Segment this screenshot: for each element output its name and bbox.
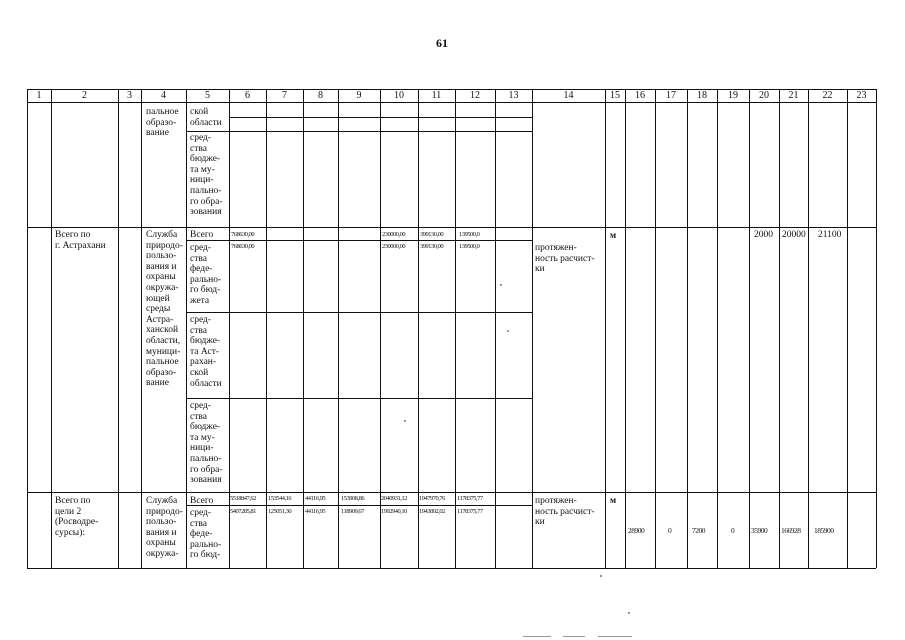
cell-total-c11: 399130,00 (420, 231, 444, 238)
column-border (749, 89, 750, 568)
subrow-separator (186, 131, 532, 132)
funding-source-text: го бюд- (190, 550, 221, 561)
funding-source-text: ства (190, 143, 207, 154)
responsible-org-text: Служба (146, 496, 178, 506)
subrow-separator (186, 398, 532, 399)
scan-mark (563, 636, 585, 637)
column-header-16: 16 (635, 90, 645, 101)
cell-federal-c11: 1943892,02 (419, 508, 445, 515)
scan-speck (600, 575, 602, 577)
funding-source-text: зования (190, 207, 222, 218)
column-border (118, 89, 119, 568)
indicator-name: ки (535, 517, 545, 528)
column-header-13: 13 (508, 90, 519, 101)
cell-total-c7: 153544,16 (268, 495, 292, 502)
responsible-org-text: Служба (146, 230, 178, 240)
funding-source-text: феде- (190, 264, 213, 275)
cell-federal-c12: 139500,0 (459, 243, 480, 250)
funding-source-text: зования (190, 475, 222, 486)
column-border (532, 89, 533, 568)
funding-source-text: ства (190, 253, 207, 264)
funding-source-text: бюдже- (190, 154, 221, 165)
cell-c20: 2000 (754, 230, 773, 240)
cell-c21: 20000 (782, 230, 806, 240)
cell-c22: 185900 (814, 526, 834, 535)
responsible-org-text: среды (146, 304, 171, 315)
column-border (605, 89, 606, 568)
responsible-org-text: охраны (146, 272, 176, 283)
column-border (495, 89, 496, 568)
column-border (303, 89, 304, 568)
page-number: 61 (436, 36, 448, 50)
column-border (655, 89, 656, 568)
funding-source-text: рально- (190, 274, 222, 285)
funding-source-text: области (190, 117, 222, 128)
responsible-org-text: окружа- (146, 283, 179, 293)
responsible-org-text: пользо- (146, 517, 177, 528)
funding-source-text: рально- (190, 539, 222, 550)
responsible-org-text: вание (146, 128, 169, 139)
column-header-1: 1 (36, 90, 42, 101)
row-title: Всего по (55, 230, 91, 240)
responsible-org-text: пальное (146, 107, 179, 117)
column-border (338, 89, 339, 568)
funding-source-text: ници- (190, 443, 214, 454)
indicator-name: ность расчист- (535, 506, 595, 517)
funding-source-text: го бюд- (190, 285, 221, 296)
cell-total-c12: 1178375,77 (457, 495, 483, 502)
funding-source-text: ства (190, 518, 207, 529)
row-title: цели 2 (55, 506, 82, 517)
funding-source-text: пально- (190, 454, 222, 464)
column-header-23: 23 (856, 90, 867, 101)
column-border (717, 89, 718, 568)
funding-source-text: та Аст- (190, 346, 220, 357)
column-header-2: 2 (82, 90, 87, 101)
cell-c17: 0 (668, 526, 672, 535)
cell-federal-c6: 768630,00 (231, 243, 255, 250)
scan-mark (598, 636, 632, 637)
column-header-21: 21 (788, 90, 799, 101)
funding-source-text: жета (190, 296, 210, 306)
responsible-org-text: области, (146, 336, 181, 346)
responsible-org-text: муници- (146, 346, 181, 357)
funding-source-text: рахан- (190, 357, 217, 368)
scan-speck (500, 284, 502, 286)
column-header-18: 18 (697, 90, 707, 101)
cell-federal-c10: 230000,00 (382, 243, 406, 250)
funding-source-text: го обра- (190, 196, 223, 207)
cell-c18: 7200 (692, 526, 705, 535)
column-header-7: 7 (282, 90, 287, 101)
column-border (687, 89, 688, 568)
responsible-org-text: образо- (146, 367, 177, 378)
funding-source-text: го обра- (190, 464, 223, 475)
funding-source-text: пально- (190, 186, 222, 196)
indicator-name: ность расчист- (535, 253, 595, 264)
responsible-org-text: природо- (146, 506, 183, 517)
cell-total-c6: 768630,00 (231, 231, 255, 238)
cell-total-c12: 139500,0 (459, 231, 480, 238)
column-border (141, 89, 142, 568)
responsible-org-text: окружа- (146, 549, 179, 559)
column-border (779, 89, 780, 568)
funding-source-text: сред- (190, 133, 212, 143)
funding-source-text: ства (190, 325, 207, 336)
table-bottom-border (27, 568, 876, 569)
responsible-org-text: вание (146, 378, 169, 389)
column-header-17: 17 (666, 90, 676, 101)
scan-speck (404, 420, 406, 422)
responsible-org-text: вания и (146, 261, 177, 272)
cell-total-c6: 5518847,62 (230, 495, 256, 502)
funding-source-text: бюдже- (190, 422, 221, 433)
column-header-12: 12 (470, 90, 480, 101)
funding-source-text: та му- (190, 432, 215, 443)
column-border (455, 89, 456, 568)
column-border (51, 89, 52, 568)
cell-c19: 0 (731, 526, 735, 535)
column-header-11: 11 (431, 90, 442, 101)
funding-source-text: ства (190, 411, 207, 422)
cell-total-c10: 2040931,12 (381, 495, 407, 502)
cell-federal-c7: 125051,30 (268, 508, 292, 515)
funding-source-text: бюдже- (190, 336, 221, 347)
responsible-org-text: образо- (146, 117, 177, 128)
column-border (808, 89, 809, 568)
funding-source-text: ской (190, 107, 209, 117)
scan-mark (523, 636, 551, 637)
responsible-org-text: природо- (146, 240, 183, 251)
subrow-separator (229, 117, 532, 118)
cell-federal-c11: 399130,00 (420, 243, 444, 250)
row-title: (Росводре- (55, 517, 99, 528)
responsible-org-text: Астра- (146, 314, 174, 325)
unit-label: м (610, 230, 617, 240)
indicator-name: протяжен- (535, 496, 577, 506)
column-border (876, 89, 877, 568)
column-border (266, 89, 267, 568)
cell-federal-c10: 1992940,10 (381, 508, 407, 515)
funding-source-text: та му- (190, 164, 215, 175)
column-header-10: 10 (394, 90, 404, 101)
responsible-org-text: охраны (146, 538, 176, 549)
column-header-20: 20 (759, 90, 769, 101)
responsible-org-text: пользо- (146, 251, 177, 262)
funding-source-text: феде- (190, 529, 213, 540)
row-title: сурсы): (55, 527, 85, 538)
funding-source-text: области (190, 378, 222, 389)
funding-source-text: сред- (190, 401, 212, 411)
indicator-name: протяжен- (535, 243, 577, 253)
funding-total-label: Всего (190, 496, 214, 506)
column-header-4: 4 (161, 90, 166, 101)
scan-speck (507, 330, 509, 332)
cell-federal-c8: 44116,95 (305, 508, 326, 515)
subrow-separator (186, 505, 532, 506)
column-border (27, 89, 28, 568)
column-border (847, 89, 848, 568)
cell-total-c10: 230000,00 (382, 231, 406, 238)
cell-total-c8: 44116,95 (305, 495, 326, 502)
responsible-org-text: пальное (146, 357, 179, 368)
funding-total-label: Всего (190, 230, 214, 240)
cell-federal-c6: 5407285,81 (230, 508, 256, 515)
cell-total-c11: 1947970,76 (419, 495, 445, 502)
column-header-8: 8 (318, 90, 323, 101)
column-header-22: 22 (822, 90, 833, 101)
cell-total-c9: 153908,86 (341, 495, 365, 502)
row-title: г. Астрахани (55, 240, 106, 251)
funding-source-text: сред- (190, 243, 212, 253)
column-header-6: 6 (245, 90, 250, 101)
cell-c22: 21100 (818, 230, 842, 240)
column-header-15: 15 (610, 90, 620, 101)
row-title: Всего по (55, 496, 91, 506)
cell-c16: 28900 (628, 526, 645, 535)
column-header-9: 9 (356, 90, 362, 101)
funding-source-text: ници- (190, 175, 214, 186)
funding-source-text: ской (190, 368, 209, 378)
responsible-org-text: вания и (146, 527, 177, 538)
indicator-name: ки (535, 264, 545, 275)
column-border (625, 89, 626, 568)
column-header-19: 19 (728, 90, 738, 101)
column-header-3: 3 (127, 90, 132, 101)
responsible-org-text: ющей (146, 293, 170, 304)
cell-c20: 35900 (751, 526, 768, 535)
responsible-org-text: ханской (146, 325, 179, 336)
subrow-separator (186, 240, 532, 241)
column-header-14: 14 (563, 90, 574, 101)
scan-speck (628, 612, 630, 614)
column-border (186, 89, 187, 568)
cell-c21: 166928 (781, 526, 801, 535)
cell-federal-c9: 118909,67 (341, 508, 364, 515)
funding-source-text: сред- (190, 508, 212, 518)
funding-source-text: сред- (190, 315, 212, 325)
cell-federal-c12: 1178375,77 (457, 508, 483, 515)
unit-label: м (610, 495, 617, 505)
column-header-5: 5 (205, 90, 210, 101)
subrow-separator (186, 312, 532, 313)
